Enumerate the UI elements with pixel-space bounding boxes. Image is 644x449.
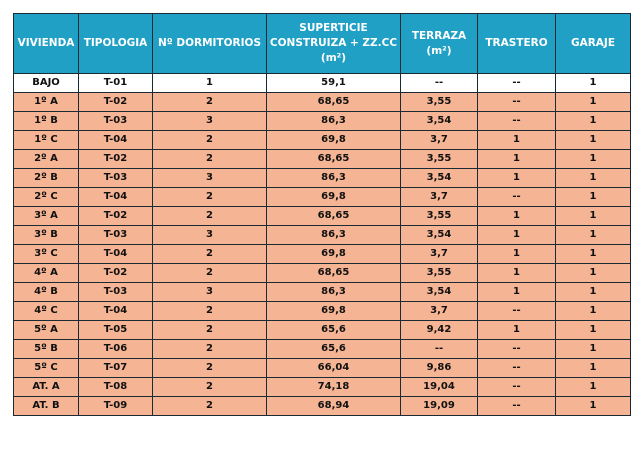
table-row <box>14 150 631 169</box>
cell-tipologia: T-04 <box>79 188 153 207</box>
cell-superficie: 69,8 <box>267 302 401 321</box>
cell-superficie: 69,8 <box>267 188 401 207</box>
cell-superficie: 68,65 <box>267 150 401 169</box>
cell-terraza: 3,54 <box>401 283 478 302</box>
header-superficie-line1: SUPERTICIE <box>299 22 368 34</box>
cell-trastero: 1 <box>478 150 556 169</box>
table-row <box>14 93 631 112</box>
cell-dormitorios: 2 <box>153 207 267 226</box>
cell-tipologia: T-08 <box>79 378 153 397</box>
cell-trastero: -- <box>478 93 556 112</box>
cell-superficie: 65,6 <box>267 321 401 340</box>
table-row <box>14 131 631 150</box>
header-tipologia: TIPOLOGIA <box>79 14 153 74</box>
cell-tipologia: T-03 <box>79 283 153 302</box>
cell-vivienda: 1º C <box>14 131 79 150</box>
cell-terraza: 3,7 <box>401 131 478 150</box>
cell-tipologia: T-01 <box>79 74 153 93</box>
table-row <box>14 207 631 226</box>
header-vivienda: VIVIENDA <box>14 14 79 74</box>
cell-garaje: 1 <box>556 397 631 416</box>
table-row <box>14 321 631 340</box>
cell-garaje: 1 <box>556 188 631 207</box>
cell-garaje: 1 <box>556 150 631 169</box>
cell-dormitorios: 3 <box>153 283 267 302</box>
table-row <box>14 302 631 321</box>
cell-terraza: 3,54 <box>401 169 478 188</box>
cell-dormitorios: 2 <box>153 340 267 359</box>
cell-terraza: 3,55 <box>401 207 478 226</box>
cell-vivienda: AT. B <box>14 397 79 416</box>
cell-tipologia: T-09 <box>79 397 153 416</box>
cell-garaje: 1 <box>556 340 631 359</box>
cell-superficie: 68,65 <box>267 93 401 112</box>
cell-tipologia: T-03 <box>79 112 153 131</box>
cell-garaje: 1 <box>556 169 631 188</box>
cell-trastero: -- <box>478 340 556 359</box>
cell-dormitorios: 3 <box>153 169 267 188</box>
cell-garaje: 1 <box>556 93 631 112</box>
cell-trastero: -- <box>478 378 556 397</box>
cell-trastero: 1 <box>478 131 556 150</box>
table-row <box>14 378 631 397</box>
cell-tipologia: T-05 <box>79 321 153 340</box>
cell-dormitorios: 2 <box>153 359 267 378</box>
table-header <box>14 14 631 74</box>
cell-superficie: 69,8 <box>267 245 401 264</box>
cell-garaje: 1 <box>556 302 631 321</box>
cell-terraza: 9,86 <box>401 359 478 378</box>
cell-garaje: 1 <box>556 226 631 245</box>
cell-terraza: 3,54 <box>401 112 478 131</box>
cell-garaje: 1 <box>556 74 631 93</box>
table-row <box>14 169 631 188</box>
cell-dormitorios: 2 <box>153 93 267 112</box>
cell-trastero: -- <box>478 112 556 131</box>
cell-vivienda: 1º B <box>14 112 79 131</box>
cell-terraza: 3,55 <box>401 150 478 169</box>
cell-terraza: 19,04 <box>401 378 478 397</box>
header-row <box>14 14 631 74</box>
cell-garaje: 1 <box>556 321 631 340</box>
cell-tipologia: T-02 <box>79 150 153 169</box>
table-row <box>14 74 631 93</box>
cell-tipologia: T-07 <box>79 359 153 378</box>
cell-superficie: 65,6 <box>267 340 401 359</box>
cell-terraza: -- <box>401 74 478 93</box>
cell-trastero: 1 <box>478 283 556 302</box>
cell-tipologia: T-04 <box>79 131 153 150</box>
cell-terraza: 3,7 <box>401 302 478 321</box>
cell-trastero: 1 <box>478 264 556 283</box>
cell-trastero: -- <box>478 188 556 207</box>
header-superficie <box>267 14 401 74</box>
header-superficie-line2: CONSTRUIZA + ZZ.CC <box>269 37 398 49</box>
cell-terraza: 9,42 <box>401 321 478 340</box>
cell-vivienda: 5º B <box>14 340 79 359</box>
cell-tipologia: T-02 <box>79 207 153 226</box>
cell-garaje: 1 <box>556 359 631 378</box>
cell-superficie: 59,1 <box>267 74 401 93</box>
cell-superficie: 68,65 <box>267 207 401 226</box>
cell-dormitorios: 2 <box>153 131 267 150</box>
cell-garaje: 1 <box>556 112 631 131</box>
cell-superficie: 66,04 <box>267 359 401 378</box>
cell-tipologia: T-06 <box>79 340 153 359</box>
table-row <box>14 359 631 378</box>
cell-tipologia: T-03 <box>79 226 153 245</box>
cell-trastero: 1 <box>478 169 556 188</box>
cell-dormitorios: 2 <box>153 321 267 340</box>
cell-superficie: 86,3 <box>267 283 401 302</box>
cell-terraza: 3,55 <box>401 264 478 283</box>
cell-dormitorios: 2 <box>153 264 267 283</box>
cell-garaje: 1 <box>556 131 631 150</box>
cell-terraza: 3,54 <box>401 226 478 245</box>
table-row <box>14 112 631 131</box>
cell-trastero: -- <box>478 359 556 378</box>
table-row <box>14 226 631 245</box>
cell-vivienda: 4º B <box>14 283 79 302</box>
cell-garaje: 1 <box>556 378 631 397</box>
cell-dormitorios: 3 <box>153 226 267 245</box>
cell-superficie: 86,3 <box>267 169 401 188</box>
cell-vivienda: BAJO <box>14 74 79 93</box>
cell-terraza: -- <box>401 340 478 359</box>
cell-tipologia: T-02 <box>79 264 153 283</box>
cell-garaje: 1 <box>556 245 631 264</box>
table-row <box>14 245 631 264</box>
header-terraza <box>401 14 478 74</box>
table-row <box>14 188 631 207</box>
cell-vivienda: 3º B <box>14 226 79 245</box>
housing-units-table <box>13 13 631 416</box>
cell-trastero: 1 <box>478 207 556 226</box>
cell-garaje: 1 <box>556 207 631 226</box>
cell-superficie: 74,18 <box>267 378 401 397</box>
cell-vivienda: 3º C <box>14 245 79 264</box>
cell-dormitorios: 2 <box>153 378 267 397</box>
cell-vivienda: 2º A <box>14 150 79 169</box>
header-trastero: TRASTERO <box>478 14 556 74</box>
header-terraza-unit: (m²) <box>426 44 452 57</box>
cell-vivienda: 4º A <box>14 264 79 283</box>
cell-dormitorios: 2 <box>153 397 267 416</box>
table-row <box>14 340 631 359</box>
cell-superficie: 86,3 <box>267 226 401 245</box>
cell-terraza: 19,09 <box>401 397 478 416</box>
cell-dormitorios: 1 <box>153 74 267 93</box>
cell-vivienda: 1º A <box>14 93 79 112</box>
cell-superficie: 68,65 <box>267 264 401 283</box>
header-dormitorios: Nº DORMITORIOS <box>153 14 267 74</box>
cell-terraza: 3,55 <box>401 93 478 112</box>
table-row <box>14 283 631 302</box>
cell-terraza: 3,7 <box>401 188 478 207</box>
table-wrapper <box>13 13 631 416</box>
cell-trastero: -- <box>478 74 556 93</box>
cell-dormitorios: 2 <box>153 150 267 169</box>
table-row <box>14 264 631 283</box>
cell-vivienda: AT. A <box>14 378 79 397</box>
cell-superficie: 86,3 <box>267 112 401 131</box>
cell-tipologia: T-02 <box>79 93 153 112</box>
cell-vivienda: 3º A <box>14 207 79 226</box>
cell-superficie: 69,8 <box>267 131 401 150</box>
cell-tipologia: T-04 <box>79 245 153 264</box>
cell-trastero: -- <box>478 397 556 416</box>
cell-dormitorios: 2 <box>153 188 267 207</box>
cell-vivienda: 2º B <box>14 169 79 188</box>
header-superficie-unit: (m²) <box>320 52 347 64</box>
cell-trastero: -- <box>478 302 556 321</box>
cell-vivienda: 4º C <box>14 302 79 321</box>
cell-terraza: 3,7 <box>401 245 478 264</box>
table-row <box>14 397 631 416</box>
cell-dormitorios: 3 <box>153 112 267 131</box>
cell-vivienda: 5º A <box>14 321 79 340</box>
cell-tipologia: T-03 <box>79 169 153 188</box>
cell-trastero: 1 <box>478 245 556 264</box>
cell-superficie: 68,94 <box>267 397 401 416</box>
header-terraza-line1: TERRAZA <box>411 29 467 42</box>
cell-tipologia: T-04 <box>79 302 153 321</box>
cell-dormitorios: 2 <box>153 245 267 264</box>
cell-trastero: 1 <box>478 321 556 340</box>
table-body <box>14 74 631 416</box>
cell-vivienda: 5º C <box>14 359 79 378</box>
header-garaje: GARAJE <box>556 14 631 74</box>
cell-dormitorios: 2 <box>153 302 267 321</box>
cell-garaje: 1 <box>556 264 631 283</box>
cell-vivienda: 2º C <box>14 188 79 207</box>
cell-garaje: 1 <box>556 283 631 302</box>
cell-trastero: 1 <box>478 226 556 245</box>
